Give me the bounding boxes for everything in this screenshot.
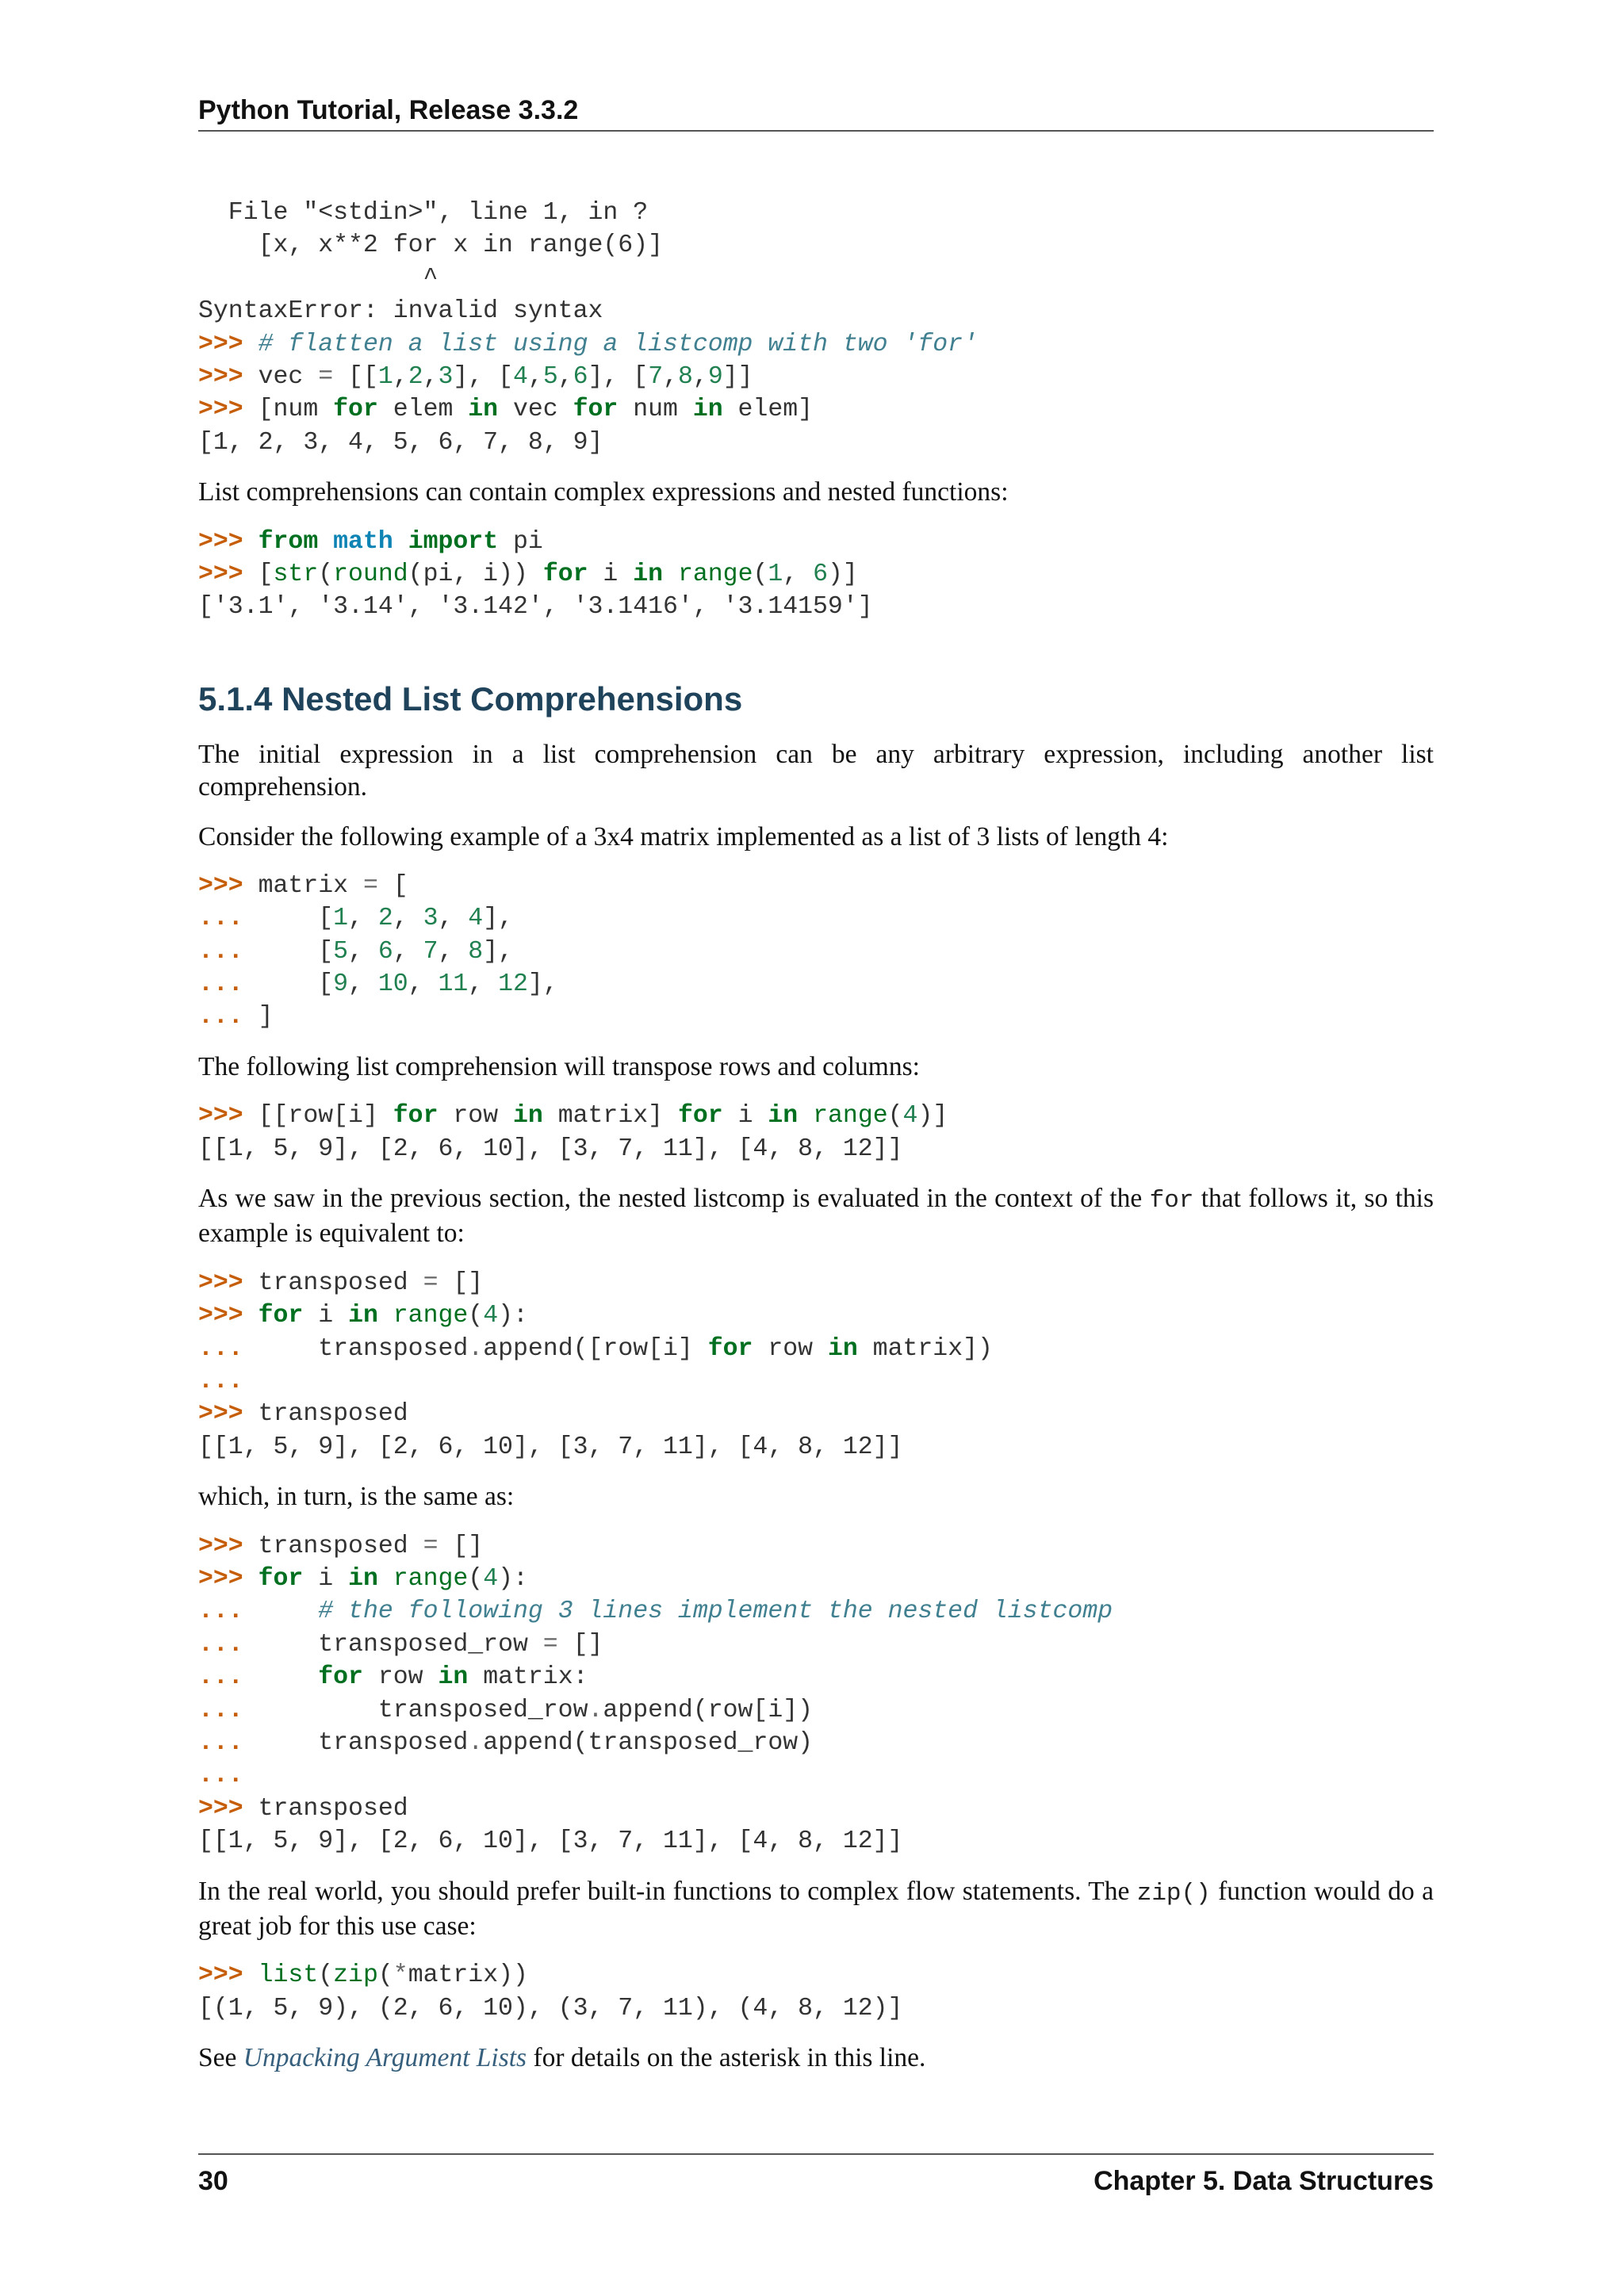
code-token: 4 — [468, 905, 484, 933]
code-line — [198, 1793, 1434, 1825]
code-line — [198, 1694, 1434, 1727]
code-token: matrix] — [542, 1102, 678, 1131]
code-block — [198, 870, 1434, 1034]
code-token: , — [393, 905, 423, 933]
code-token: [ — [258, 905, 334, 933]
code-token: round — [333, 560, 408, 588]
code-block — [198, 526, 1434, 624]
code-token — [318, 528, 333, 556]
code-token: >>> — [198, 362, 259, 391]
code-token: [] — [438, 1269, 484, 1297]
paragraph: List comprehensions can contain complex expressions and nested functions: — [198, 477, 1009, 507]
code-token: [ — [258, 560, 274, 588]
paragraph — [198, 2042, 1434, 2074]
code-token: zip — [333, 1961, 378, 1990]
code-token: # flatten a list using a listcomp with two 'for' — [258, 330, 978, 358]
code-token: ... — [198, 1368, 243, 1396]
code-token — [259, 1663, 319, 1691]
code-token: range — [677, 560, 753, 588]
code-token: elem — [377, 396, 469, 424]
code-token: for — [393, 1102, 439, 1131]
code-token: range — [393, 1565, 469, 1594]
code-token: 9 — [707, 362, 723, 391]
code-token: [] — [438, 1532, 484, 1560]
code-token: append(row[i]) — [603, 1696, 814, 1724]
code-token: 9 — [333, 970, 349, 999]
code-token: [[1, 5, 9], [2, 6, 10], [3, 7, 11], [4, 8, 12]] — [198, 1135, 903, 1163]
code-token: 4 — [483, 1302, 499, 1330]
paragraph: which, in turn, is the same as: — [198, 1482, 515, 1512]
code-token: 8 — [468, 937, 484, 966]
section-heading: 5.1.4 Nested List Comprehensions — [198, 679, 743, 718]
code-token: 10 — [377, 970, 408, 999]
paragraph: Consider the following example of a 3x4 matrix implemented as a list of 3 lists of length 4: — [198, 821, 1169, 851]
code-token: . — [468, 1728, 484, 1757]
code-token: = — [423, 1269, 439, 1297]
code-token: 3 — [438, 362, 454, 391]
code-token: in — [827, 1334, 858, 1363]
code-token: 6 — [377, 937, 393, 966]
page-content — [198, 197, 1434, 2075]
code-token: ): — [498, 1302, 528, 1330]
code-token: , — [438, 937, 469, 966]
code-token: range — [393, 1302, 469, 1330]
code-token: , — [783, 560, 814, 588]
code-token: transposed — [258, 1269, 423, 1297]
code-line — [198, 295, 1434, 327]
code-token: 1 — [377, 362, 393, 391]
code-token: [1, 2, 3, 4, 5, 6, 7, 8, 9] — [198, 428, 603, 457]
code-token: in — [513, 1102, 543, 1131]
code-token: , — [393, 937, 423, 966]
running-header: Python Tutorial, Release 3.3.2 — [198, 94, 1434, 132]
code-token: . — [588, 1696, 603, 1724]
code-token: [[1, 5, 9], [2, 6, 10], [3, 7, 11], [4, 8, 12]] — [198, 1433, 903, 1461]
code-token: >>> — [198, 1961, 259, 1990]
code-line — [198, 427, 1434, 459]
code-token — [798, 1102, 813, 1130]
code-line — [198, 591, 1434, 623]
code-token: >>> — [198, 1269, 259, 1297]
code-token: 2 — [377, 905, 393, 933]
code-token: str — [273, 560, 319, 588]
code-token: >>> — [198, 527, 259, 556]
code-token — [259, 1598, 319, 1625]
code-token: 12 — [498, 970, 528, 999]
code-token: for — [333, 396, 378, 424]
code-token: , — [438, 905, 469, 933]
code-token: ... — [198, 937, 259, 966]
paragraph-text: In the real world, you should prefer built-in functions to complex flow statements. The — [198, 1876, 1137, 1906]
code-block — [198, 1100, 1434, 1165]
code-token: ... — [198, 970, 259, 999]
code-line — [198, 262, 1434, 295]
code-line — [198, 1001, 1434, 1033]
paragraph-text: See — [198, 2043, 243, 2073]
code-token: ], — [527, 970, 558, 999]
code-line — [198, 1992, 1434, 2025]
code-token: matrix]) — [857, 1334, 993, 1363]
code-token: ( — [318, 560, 334, 588]
code-token: >>> — [198, 1400, 259, 1429]
code-token: ... — [198, 1630, 259, 1659]
code-token: for — [258, 1302, 304, 1330]
code-token: transposed_row — [258, 1630, 543, 1659]
code-token: ], — [483, 937, 514, 966]
code-token: , — [348, 937, 378, 966]
code-token: , — [468, 970, 499, 999]
code-token: , — [557, 362, 573, 391]
code-token: i — [303, 1565, 349, 1594]
code-token: vec — [498, 396, 573, 424]
code-token: 3 — [423, 905, 439, 933]
code-token: >>> — [198, 1794, 259, 1823]
code-token: i — [722, 1102, 768, 1131]
code-token: 6 — [813, 560, 829, 588]
code-line — [198, 328, 1434, 361]
code-token: . — [468, 1334, 484, 1363]
code-token: ( — [468, 1302, 484, 1330]
code-token: )] — [917, 1102, 948, 1131]
code-token: ... — [198, 1003, 259, 1031]
code-token: for — [707, 1334, 753, 1363]
code-token: in — [468, 396, 499, 424]
code-token: [ — [258, 937, 334, 966]
code-token — [378, 1565, 393, 1593]
code-token: math — [333, 527, 393, 556]
code-block — [198, 1530, 1434, 1858]
code-token: ... — [198, 1728, 259, 1757]
code-token: 5 — [333, 937, 349, 966]
running-footer — [198, 2153, 1434, 2198]
code-line — [198, 1628, 1434, 1661]
code-token: elem] — [722, 396, 814, 424]
code-line — [198, 361, 1434, 393]
code-token: vec — [258, 362, 319, 391]
code-token: [[row[i] — [258, 1102, 393, 1131]
code-token: >>> — [198, 560, 259, 588]
code-token: 5 — [542, 362, 558, 391]
code-token: from — [258, 527, 319, 556]
code-line — [198, 1299, 1434, 1332]
code-token: for — [677, 1102, 723, 1131]
code-token: 4 — [513, 362, 528, 391]
code-token: append([row[i] — [483, 1334, 708, 1363]
code-token: >>> — [198, 1565, 259, 1594]
code-line — [198, 1759, 1434, 1792]
code-token: for — [318, 1663, 363, 1692]
code-token: [num — [258, 396, 334, 424]
code-line — [198, 526, 1434, 558]
code-token: ): — [498, 1565, 528, 1594]
code-token: transposed — [258, 1532, 423, 1560]
code-token: >>> — [198, 1532, 259, 1560]
code-token: list — [258, 1961, 319, 1990]
code-token: 7 — [423, 937, 439, 966]
code-token: SyntaxError: invalid syntax — [198, 297, 603, 326]
code-token: ] — [258, 1003, 274, 1031]
code-token: = — [542, 1630, 558, 1659]
code-token: ... — [198, 1334, 259, 1363]
code-token: transposed_row — [258, 1696, 588, 1724]
code-token: num — [618, 396, 693, 424]
code-token: import — [408, 527, 499, 556]
code-token: ], [ — [588, 362, 649, 391]
code-token: for — [573, 396, 619, 424]
code-line — [198, 1133, 1434, 1165]
code-token: ], — [483, 905, 514, 933]
code-line — [198, 229, 1434, 262]
code-token — [663, 561, 678, 588]
code-token: , — [393, 362, 408, 391]
code-token: , — [348, 970, 378, 999]
inline-code: zip() — [1136, 1879, 1211, 1908]
code-line — [198, 1100, 1434, 1132]
code-token: append(transposed_row) — [483, 1728, 814, 1757]
code-token: ... — [198, 1598, 259, 1626]
paragraph: The initial expression in a list comprehension can be any arbitrary expression, including another list comprehension. — [198, 739, 1434, 802]
paragraph — [198, 1875, 1434, 1943]
code-line — [198, 393, 1434, 426]
code-token: , — [527, 362, 543, 391]
code-token: ^ — [198, 264, 439, 293]
code-token: [x, x**2 for x in range(6)] — [198, 232, 663, 260]
code-token — [393, 528, 408, 556]
code-token: ( — [887, 1102, 903, 1131]
code-token: 4 — [902, 1102, 918, 1131]
page-number: 30 — [198, 2166, 228, 2196]
code-block — [198, 1267, 1434, 1464]
code-token: >>> — [198, 396, 259, 424]
paragraph-text: function would do a great job for this use case: — [198, 1876, 1434, 1941]
paragraph-text: that follows it, so this example is equivalent to: — [198, 1184, 1434, 1249]
code-token: [[ — [333, 362, 378, 391]
code-token: ... — [198, 905, 259, 933]
code-token: [ — [258, 970, 334, 999]
code-line — [198, 1398, 1434, 1430]
code-line — [198, 936, 1434, 968]
code-token: >>> — [198, 871, 259, 900]
code-token: ], [ — [453, 362, 514, 391]
code-line — [198, 1333, 1434, 1365]
code-token: ... — [198, 1762, 243, 1790]
paragraph-text: for details on the asterisk in this line. — [527, 2043, 926, 2073]
code-line — [198, 1959, 1434, 1992]
code-token — [378, 1302, 393, 1330]
code-line — [198, 1825, 1434, 1858]
code-token: , — [692, 362, 708, 391]
code-line — [198, 1365, 1434, 1398]
code-token: in — [633, 560, 664, 588]
code-line — [198, 1431, 1434, 1464]
code-token: transposed — [258, 1334, 469, 1363]
code-token: ( — [318, 1961, 334, 1990]
code-token: matrix)) — [408, 1961, 528, 1990]
code-token: 2 — [408, 362, 423, 391]
code-token: 4 — [483, 1565, 499, 1594]
code-token: matrix — [258, 871, 363, 900]
code-token: transposed — [258, 1794, 408, 1823]
code-token: transposed — [258, 1400, 408, 1429]
code-token: >>> — [198, 1302, 259, 1330]
paragraph: The following list comprehension will transpose rows and columns: — [198, 1051, 920, 1081]
code-token: = — [423, 1532, 439, 1560]
code-token: in — [768, 1102, 799, 1131]
code-token: # the following 3 lines implement the nested listcomp — [318, 1598, 1113, 1626]
code-block — [198, 1959, 1434, 2025]
code-line — [198, 558, 1434, 591]
paragraph — [198, 1182, 1434, 1250]
code-token: [[1, 5, 9], [2, 6, 10], [3, 7, 11], [4, 8, 12]] — [198, 1827, 903, 1856]
code-token: matrix: — [468, 1663, 588, 1692]
code-block — [198, 197, 1434, 459]
code-token: ... — [198, 1663, 259, 1692]
code-token: row — [753, 1334, 828, 1363]
code-line — [198, 1267, 1434, 1299]
inline-code: for — [1149, 1187, 1194, 1215]
document-page — [198, 0, 1434, 2296]
code-line — [198, 1563, 1434, 1595]
code-line — [198, 902, 1434, 935]
code-token: = — [318, 362, 334, 391]
code-token: 7 — [648, 362, 664, 391]
code-token: in — [348, 1565, 378, 1594]
unpacking-argument-lists-link[interactable]: Unpacking Argument Lists — [243, 2043, 527, 2073]
code-token: 6 — [573, 362, 588, 391]
code-token: 11 — [438, 970, 469, 999]
code-token: 8 — [678, 362, 693, 391]
code-token: [] — [557, 1630, 603, 1659]
code-token: for — [258, 1565, 304, 1594]
code-line — [198, 197, 1434, 229]
code-line — [198, 1530, 1434, 1563]
code-token: in — [348, 1302, 378, 1330]
code-token: >>> — [198, 1102, 259, 1131]
code-token: i — [588, 560, 634, 588]
paragraph-text: As we saw in the previous section, the nested listcomp is evaluated in the context of the — [198, 1184, 1150, 1214]
code-token: >>> — [198, 330, 259, 358]
code-token: , — [348, 905, 378, 933]
code-token: 1 — [768, 560, 783, 588]
code-token: * — [393, 1961, 408, 1990]
code-token: )] — [828, 560, 858, 588]
code-line — [198, 870, 1434, 902]
code-token: in — [438, 1663, 469, 1692]
code-token: (pi, i)) — [408, 560, 543, 588]
code-line — [198, 1661, 1434, 1693]
code-token: transposed — [258, 1728, 469, 1757]
code-token: , — [423, 362, 439, 391]
code-token: 1 — [333, 905, 349, 933]
code-token: ['3.1', '3.14', '3.142', '3.1416', '3.14159'] — [198, 593, 873, 622]
code-token: File "<stdin>", line 1, in ? — [198, 199, 649, 227]
code-token: , — [408, 970, 439, 999]
chapter-title: Chapter 5. Data Structures — [1094, 2166, 1434, 2196]
code-token: , — [663, 362, 678, 391]
code-token: in — [692, 396, 723, 424]
code-token: ... — [198, 1696, 259, 1724]
code-token: pi — [498, 527, 543, 556]
code-token: = — [362, 871, 378, 900]
code-token: ( — [468, 1565, 484, 1594]
code-token: ( — [377, 1961, 393, 1990]
code-token: ]] — [722, 362, 753, 391]
code-line — [198, 968, 1434, 1001]
code-token: [ — [377, 871, 408, 900]
code-token: i — [303, 1302, 349, 1330]
code-token: row — [438, 1102, 513, 1131]
code-token: ( — [753, 560, 768, 588]
code-token: [(1, 5, 9), (2, 6, 10), (3, 7, 11), (4, 8, 12)] — [198, 1994, 903, 2022]
code-token: for — [542, 560, 588, 588]
code-line — [198, 1595, 1434, 1628]
code-token: row — [362, 1663, 439, 1692]
code-line — [198, 1727, 1434, 1759]
code-token: range — [813, 1102, 888, 1131]
